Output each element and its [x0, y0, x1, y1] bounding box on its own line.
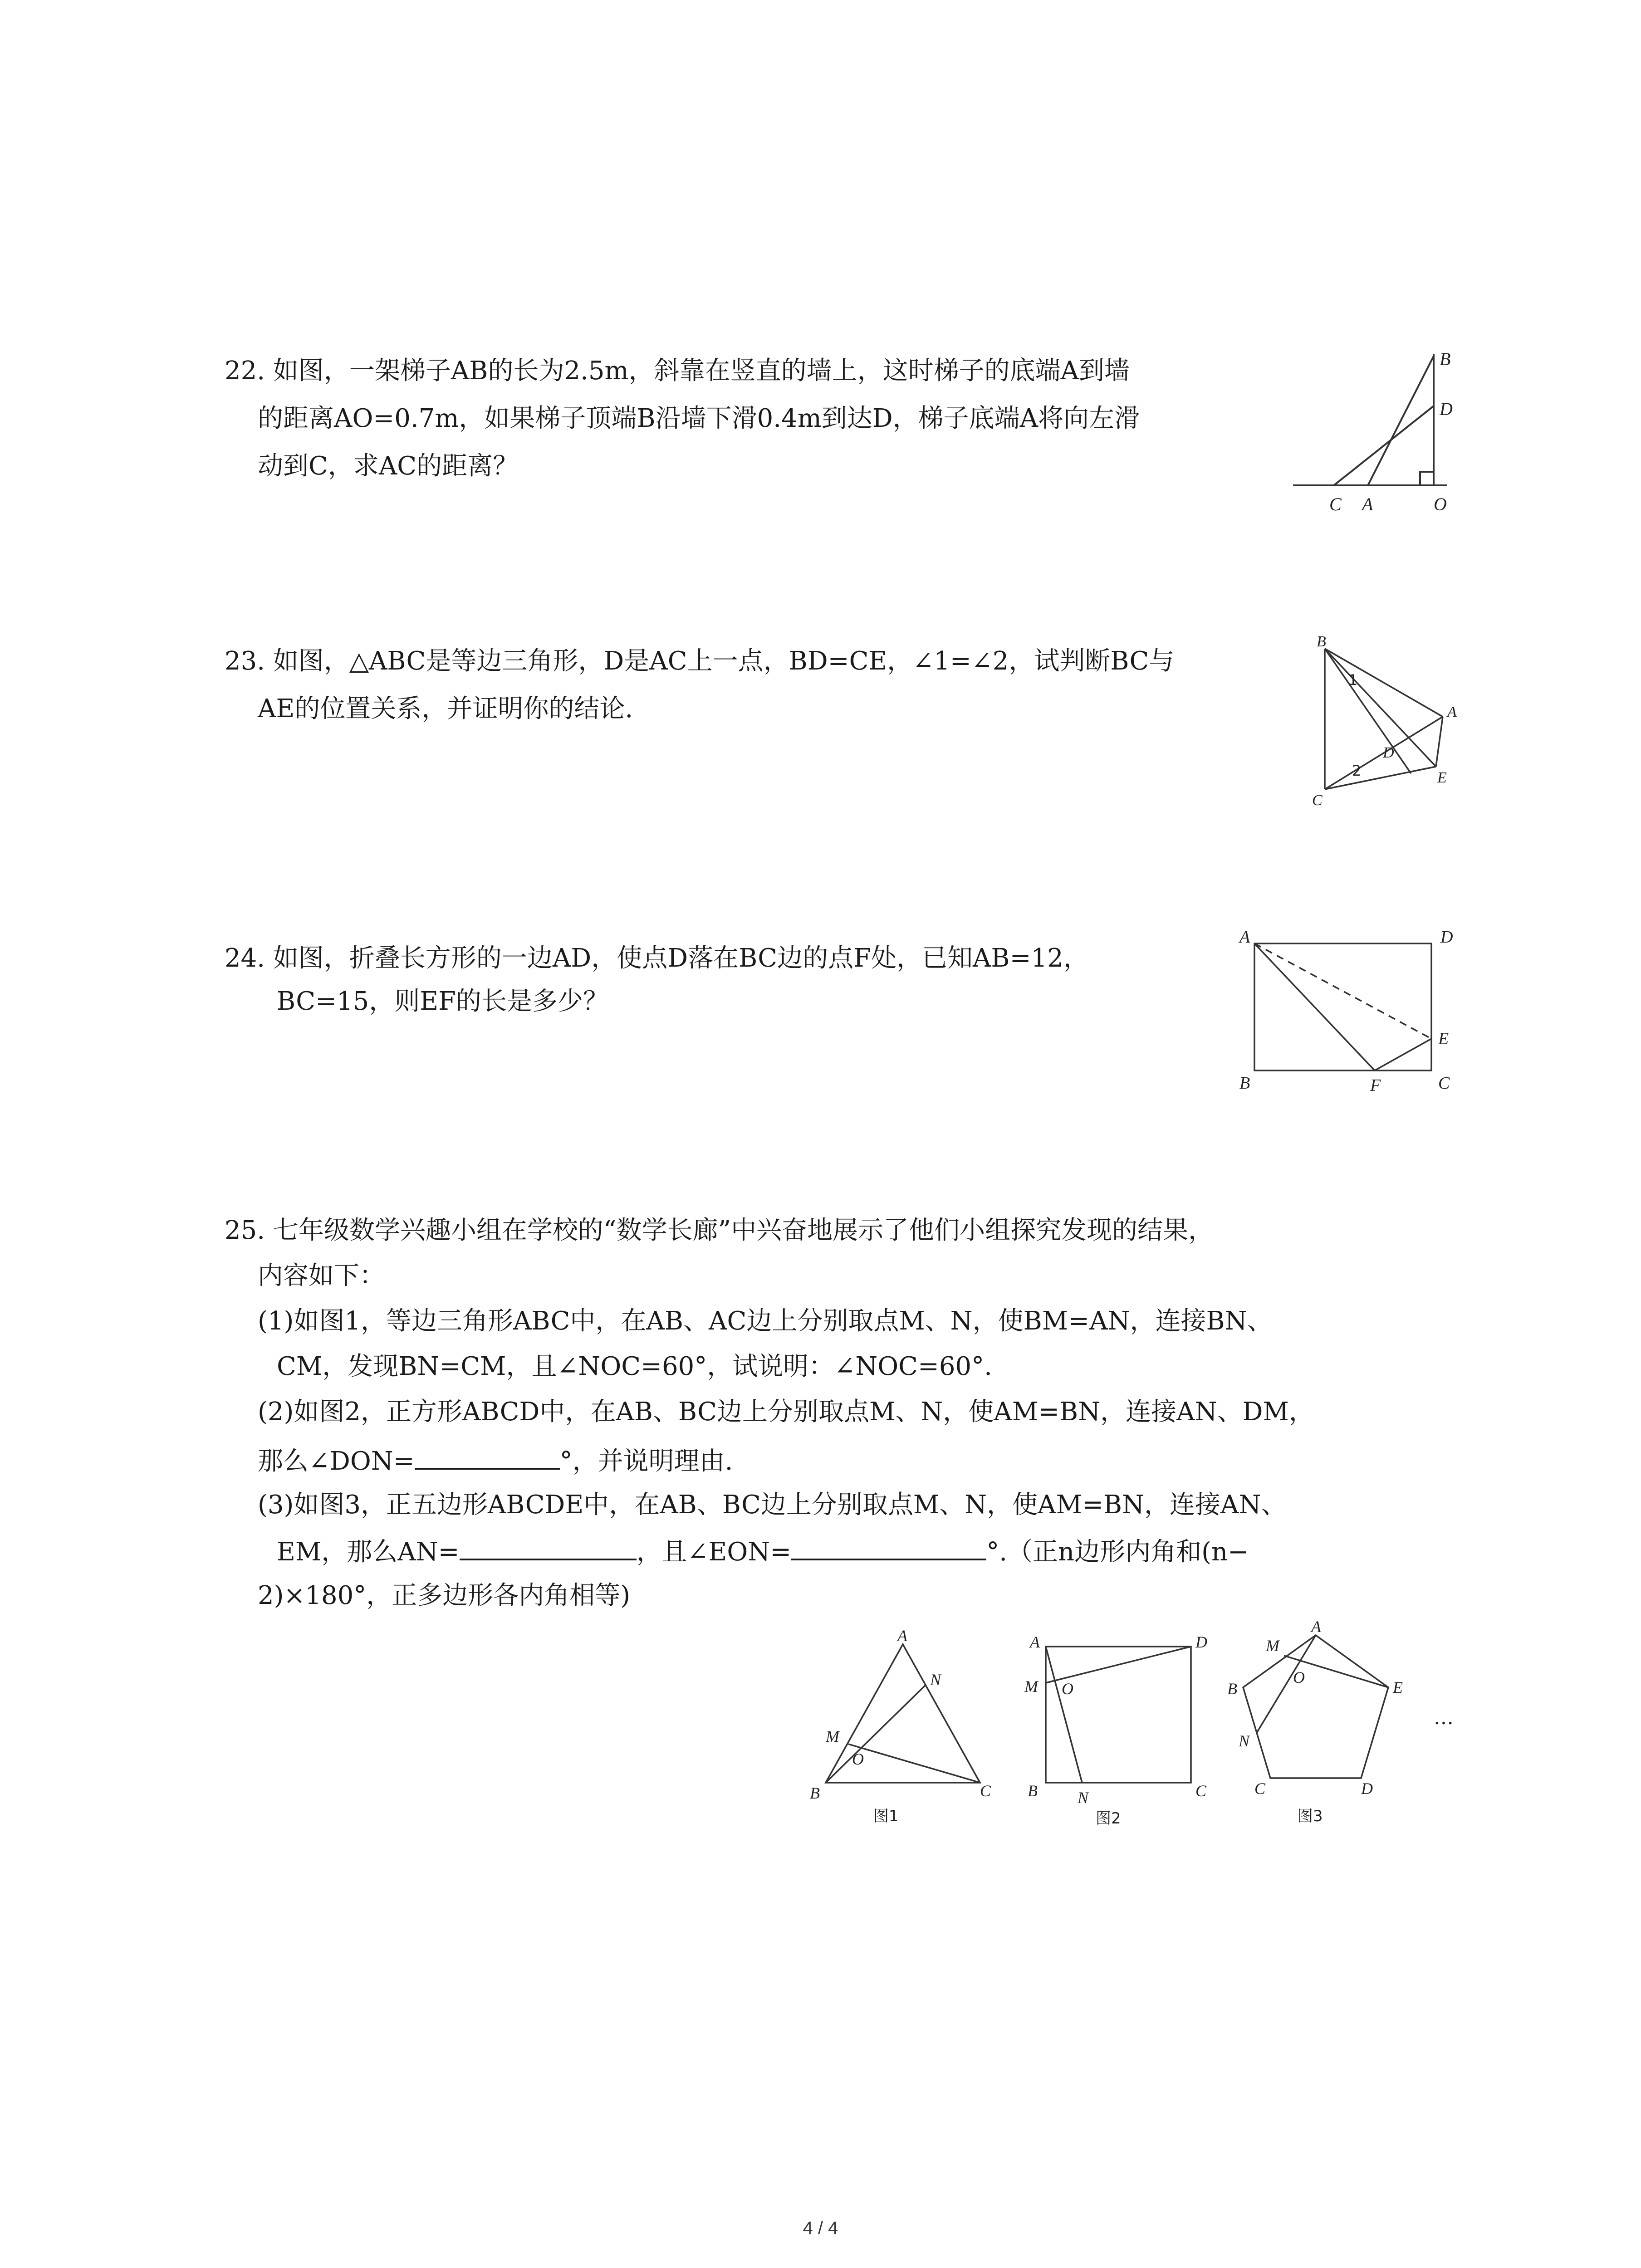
- answer-blank-an[interactable]: [460, 1538, 637, 1560]
- q25-line-8-start: EM，那么AN=: [277, 1537, 460, 1567]
- q23-triangle-figure: [1307, 635, 1470, 816]
- q25-line-3: (1)如图1，等边三角形ABC中，在AB、AC边上分别取点M、N，使BM=AN，连接BN、: [258, 1306, 1273, 1336]
- q25-line-6-end: °，并说明理由.: [559, 1447, 733, 1476]
- q24-label-a: A: [1239, 928, 1250, 947]
- q25-line-1: 25. 七年级数学兴趣小组在学校的“数学长廊”中兴奋地展示了他们小组探究发现的结果，: [225, 1216, 1214, 1245]
- q22-line-1: 22. 如图，一架梯子AB的长为2.5m，斜靠在竖直的墙上，这时梯子的底端A到墙: [225, 356, 1130, 386]
- q23-label-b: B: [1317, 633, 1326, 650]
- q23-label-d: D: [1383, 744, 1394, 761]
- fig3-caption: 图3: [1298, 1807, 1323, 1825]
- fig1-label-m: M: [826, 1727, 839, 1745]
- q25-line-6-start: 那么∠DON=: [258, 1447, 415, 1476]
- q25-line-8-mid: ，且∠EON=: [636, 1537, 792, 1567]
- fig2-caption: 图2: [1096, 1809, 1121, 1828]
- q24-label-f: F: [1370, 1076, 1381, 1095]
- q23-label-c: C: [1312, 792, 1323, 809]
- answer-blank-don[interactable]: [415, 1447, 560, 1470]
- fig1-label-b: B: [810, 1784, 820, 1802]
- q23-angle-2: 2: [1352, 762, 1362, 779]
- q22-label-a: A: [1362, 494, 1373, 514]
- q23-line-1: 23. 如图，△ABC是等边三角形，D是AC上一点，BD=CE，∠1=∠2，试判断BC与: [225, 646, 1175, 676]
- q24-label-b: B: [1239, 1074, 1250, 1093]
- q25-line-5: (2)如图2，正方形ABCD中，在AB、BC边上分别取点M、N，使AM=BN，连接AN、DM，: [258, 1397, 1314, 1427]
- q23-line-2: AE的位置关系，并证明你的结论.: [258, 694, 633, 723]
- q22-line-3: 动到C，求AC的距离？: [258, 451, 519, 481]
- answer-blank-eon[interactable]: [791, 1538, 986, 1560]
- fig1-label-o: O: [852, 1750, 864, 1768]
- q22-label-b: B: [1440, 349, 1451, 369]
- q24-label-e: E: [1438, 1029, 1449, 1048]
- q25-line-7: (3)如图3，正五边形ABCDE中，在AB、BC边上分别取点M、N，使AM=BN，连接AN、: [258, 1490, 1287, 1520]
- q25-figure-1: [798, 1628, 1007, 1833]
- figure-sequence-ellipsis: …: [1434, 1706, 1454, 1729]
- q25-line-9: 2)×180°，正多边形各内角相等): [258, 1581, 631, 1610]
- fig2-label-c: C: [1195, 1782, 1207, 1800]
- q22-ladder-figure: [1284, 345, 1465, 517]
- q25-figure-2: [1016, 1628, 1216, 1837]
- q25-figure-3: [1220, 1615, 1429, 1828]
- q24-line-2: BC=15，则EF的长是多少？: [277, 987, 608, 1016]
- q24-label-d: D: [1440, 928, 1453, 947]
- fig3-label-c: C: [1254, 1779, 1266, 1798]
- fig2-label-n: N: [1078, 1789, 1089, 1807]
- q25-line-2: 内容如下：: [258, 1261, 385, 1290]
- q25-line-8: [277, 1538, 1249, 1565]
- fig1-label-n: N: [930, 1671, 941, 1689]
- fig2-label-b: B: [1028, 1782, 1038, 1800]
- fig3-label-o: O: [1293, 1668, 1305, 1686]
- fig3-label-a: A: [1311, 1618, 1321, 1636]
- fig1-label-c: C: [980, 1782, 991, 1800]
- q25-line-4: CM，发现BN=CM，且∠NOC=60°，试说明：∠NOC=60°.: [277, 1352, 992, 1381]
- q25-line-6: [258, 1447, 733, 1474]
- q22-label-c: C: [1329, 494, 1342, 514]
- q24-rectangle-figure: [1234, 925, 1461, 1093]
- q24-label-c: C: [1438, 1074, 1450, 1093]
- q25-line-8-end: °.（正n边形内角和(n−: [986, 1537, 1249, 1567]
- fig3-label-b: B: [1227, 1680, 1237, 1698]
- fig3-label-n: N: [1239, 1732, 1250, 1750]
- fig2-label-a: A: [1030, 1633, 1040, 1651]
- q24-line-1: 24. 如图，折叠长方形的一边AD，使点D落在BC边的点F处，已知AB=12，: [225, 943, 1089, 973]
- q23-label-a: A: [1447, 704, 1457, 720]
- page-number: 4 / 4: [803, 2218, 838, 2238]
- fig3-label-m: M: [1266, 1637, 1279, 1655]
- fig1-label-a: A: [897, 1627, 907, 1645]
- q23-label-e: E: [1437, 769, 1447, 786]
- fig3-label-e: E: [1393, 1678, 1403, 1696]
- q22-label-d: D: [1440, 399, 1453, 419]
- fig2-label-m: M: [1024, 1677, 1038, 1696]
- q22-label-o: O: [1434, 494, 1447, 514]
- fig1-caption: 图1: [873, 1807, 899, 1825]
- fig2-label-o: O: [1062, 1680, 1073, 1698]
- q23-angle-1: 1: [1348, 671, 1358, 689]
- q22-line-2: 的距离AO=0.7m，如果梯子顶端B沿墙下滑0.4m到达D，梯子底端A将向左滑: [258, 404, 1140, 433]
- fig3-label-d: D: [1361, 1779, 1373, 1798]
- fig2-label-d: D: [1195, 1633, 1207, 1651]
